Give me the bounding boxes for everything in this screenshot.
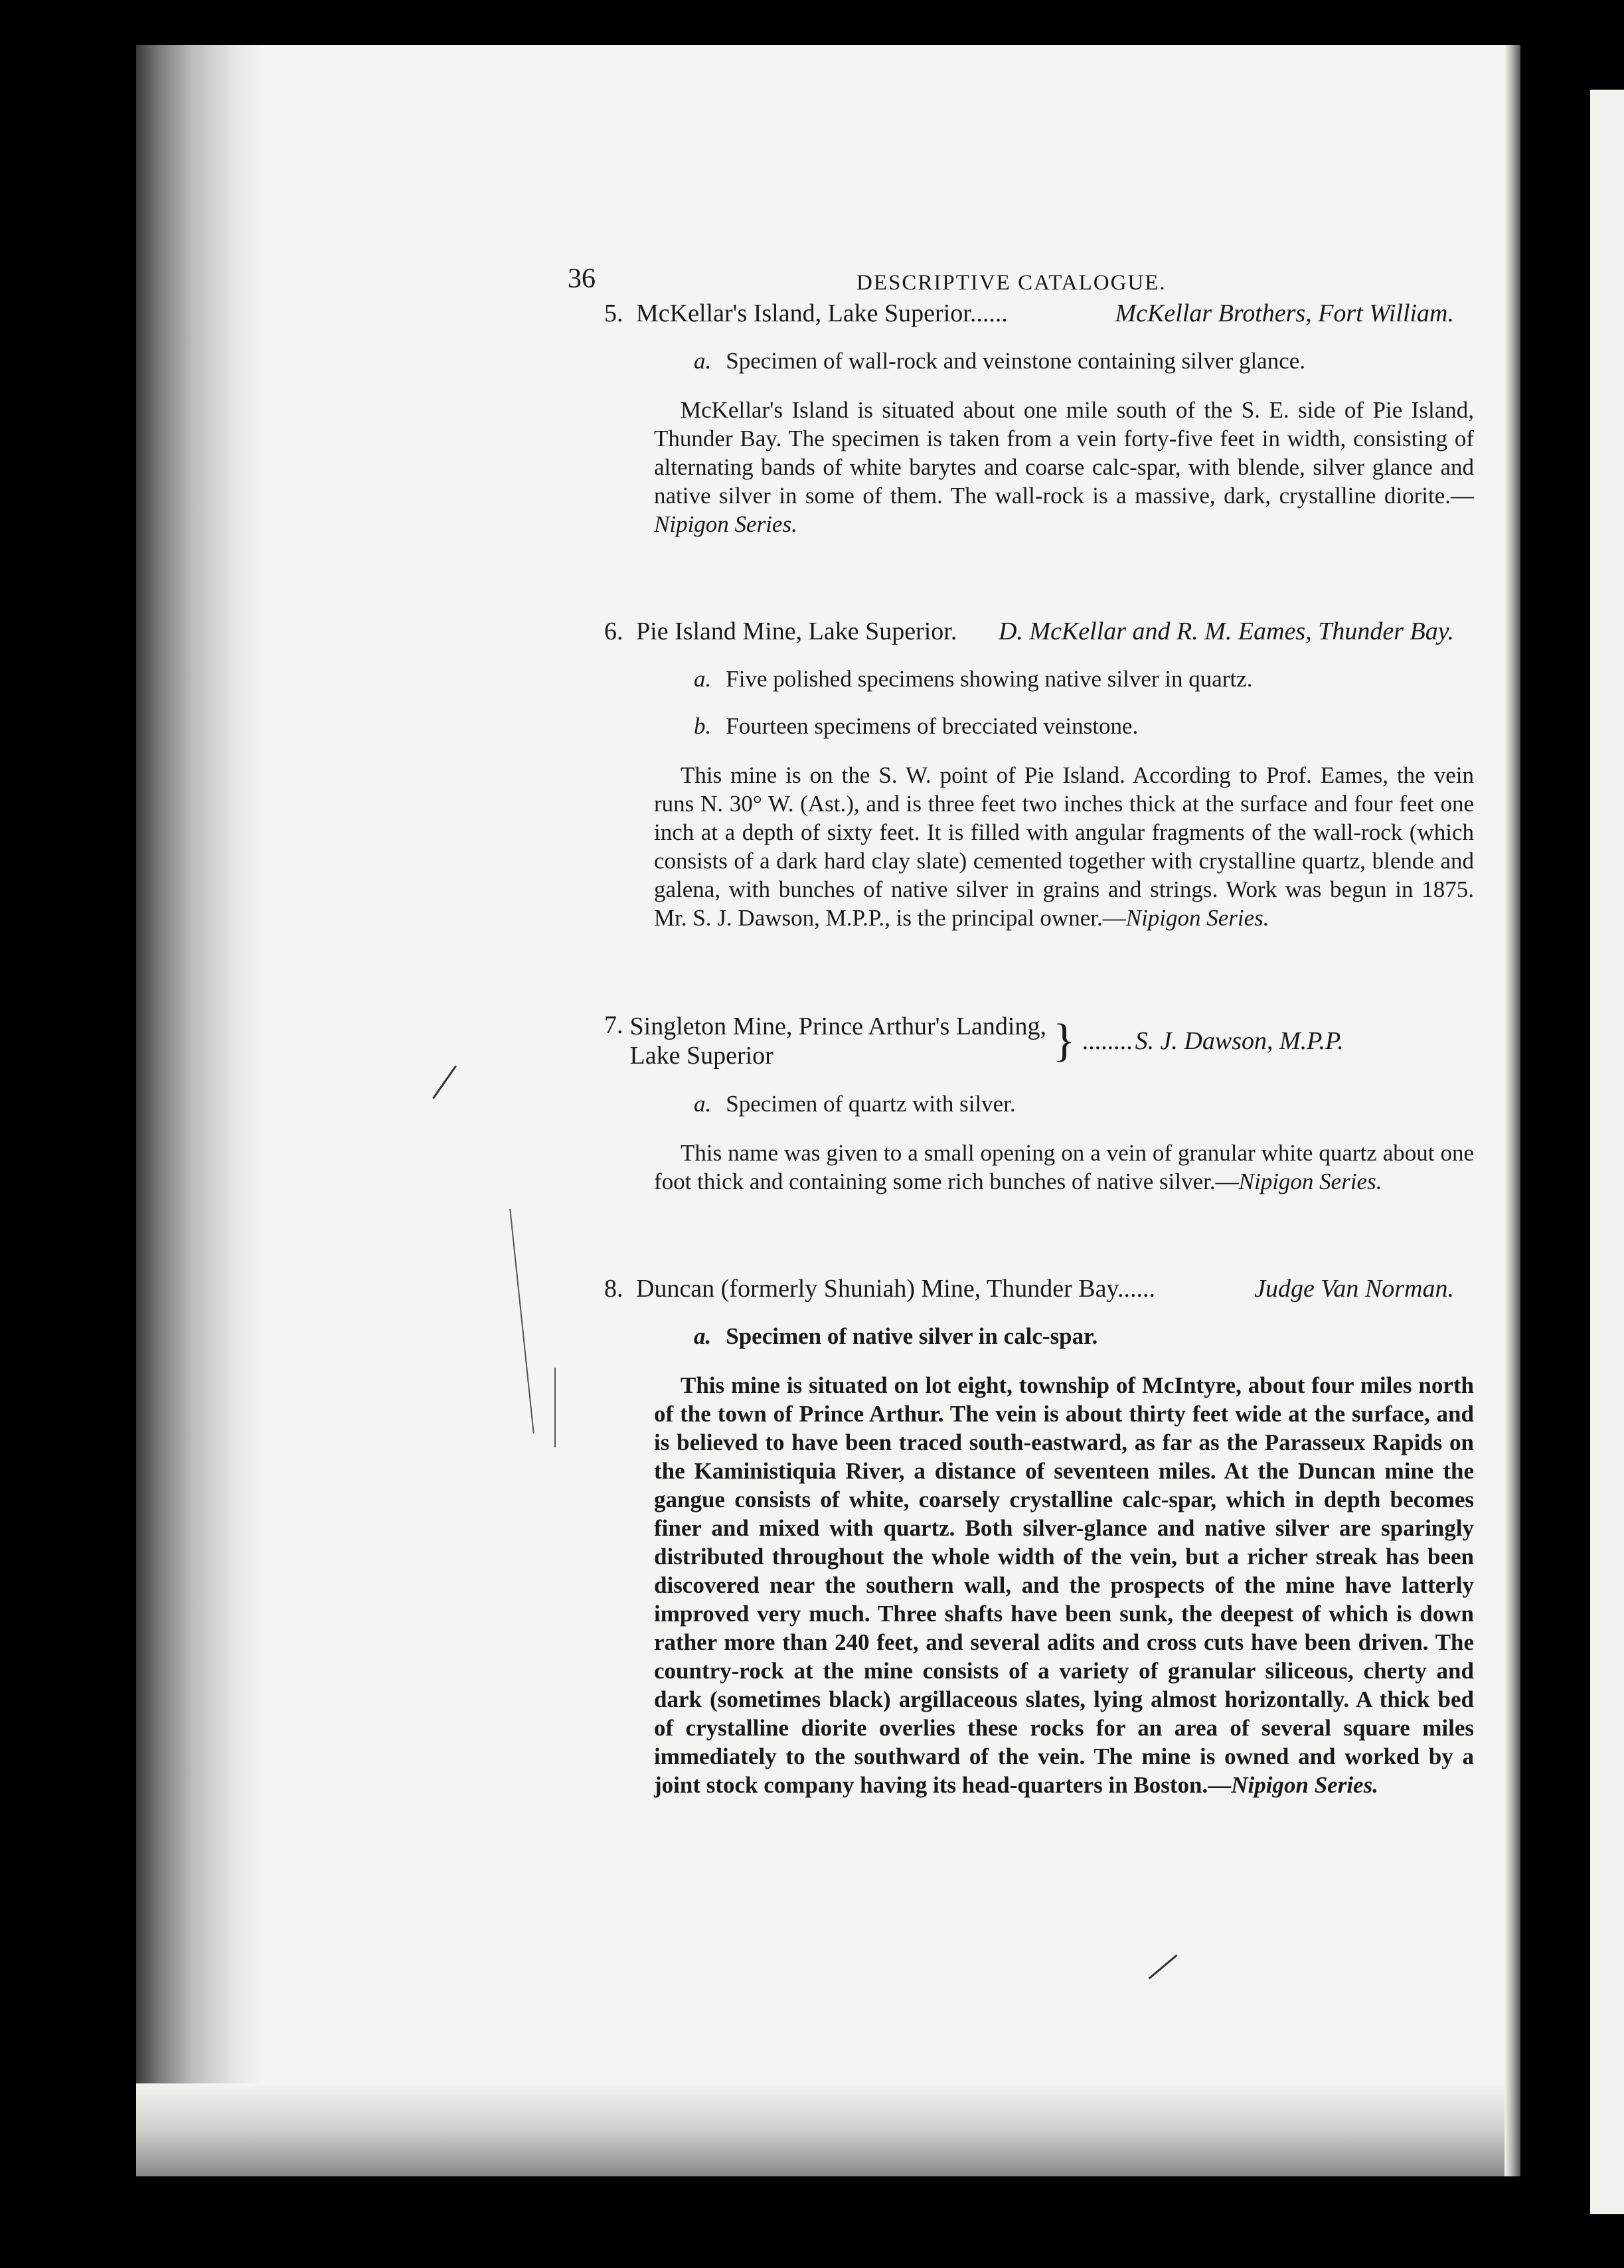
specimen-item (428, 1090, 1477, 1117)
specimen-text: Five polished specimens showing native silver in quartz. (726, 666, 1253, 692)
catalogue-entry-7 (428, 1012, 1477, 1196)
leader-dots: ...... (969, 299, 1008, 327)
entry-number: 7. (604, 1011, 623, 1039)
entry-heading (428, 300, 1477, 327)
series-name: Nipigon Series. (1231, 1772, 1378, 1798)
specimen-letter: b. (694, 713, 712, 739)
brace-glyph: } (1052, 1015, 1076, 1066)
entry-locality: Duncan (formerly Shuniah) Mine, Thunder Bay (636, 1275, 1117, 1303)
entry-heading (428, 618, 1477, 645)
specimen-item (428, 347, 1477, 374)
leader-dots: ...... (1117, 1275, 1155, 1303)
specimen-item (428, 665, 1477, 692)
specimen-item (428, 1323, 1477, 1350)
locality-line-1: Singleton Mine, Prince Arthur's Landing, (629, 1012, 1046, 1040)
scan-mark (554, 1368, 556, 1447)
specimen-text: Fourteen specimens of brecciated veinstone. (726, 713, 1139, 739)
entry-heading (428, 1275, 1477, 1303)
entry-owner: Judge Van Norman. (1254, 1275, 1454, 1303)
entry-heading (428, 1012, 1477, 1070)
specimen-letter: a. (694, 666, 712, 692)
specimen-letter: a. (694, 348, 712, 374)
description-text: McKellar's Island is situated about one mile south of the S. E. side of Pie Island, Thunder Bay. The specimen is taken from a vein forty-five feet in width, consisting of alternating bands of white barytes and coarse calc-spar, with blende, silver glance and native silver in some of them. The wall-rock is a massive, dark, crystalline diorite.— (654, 397, 1474, 509)
series-name: Nipigon Series. (654, 511, 797, 537)
bottom-shadow (136, 2083, 1520, 2176)
entry-owner: D. McKellar and R. M. Eames, Thunder Bay. (998, 617, 1454, 645)
specimen-text: Specimen of quartz with silver. (726, 1091, 1016, 1117)
page-content (428, 266, 1477, 1799)
specimen-text: Specimen of native silver in calc-spar. (726, 1323, 1098, 1349)
entry-description (654, 761, 1474, 932)
running-head-title: DESCRIPTIVE CATALOGUE. (856, 271, 1167, 295)
entry-number: 5. (604, 299, 623, 327)
catalogue-entry-8 (428, 1275, 1477, 1799)
locality-line-2: Lake Superior (629, 1042, 773, 1070)
specimen-text: Specimen of wall-rock and veinstone containing silver glance. (726, 348, 1306, 374)
entry-locality: McKellar's Island, Lake Superior (636, 299, 970, 327)
page-edge-shadow (1504, 45, 1520, 2176)
description-text: This name was given to a small opening on a vein of granular white quartz about one foot thick and containing some rich bunches of native silver.— (654, 1140, 1474, 1194)
specimen-letter: a. (694, 1323, 712, 1349)
description-text: This mine is situated on lot eight, township of McIntyre, about four miles north of the town of Prince Arthur. The vein is about thirty feet wide at the surface, and is believed to have been traced south-eastward, as far as the Parasseux Rapids on the Kaministiquia River, a distance of seventeen miles. At the Duncan mine the gangue consists of white, coarsely crystalline calc-spar, which in depth becomes finer and mixed with quartz. Both silver-glance and native silver are sparingly distributed throughout the whole width of the vein, but a richer streak has been discovered near the southern wall, and the prospects of the mine have latterly improved very much. Three shafts have been sunk, the deepest of which is down rather more than 240 feet, and several adits and cross cuts have been driven. The country-rock at the mine consists of a variety of granular siliceous, cherty and dark (sometimes black) argillaceous slates, lying almost horizontally. A thick bed of crystalline diorite overlies these rocks for an area of several square miles immediately to the southward of the vein. The mine is owned and worked by a joint stock company having its head-quarters in Boston.— (654, 1372, 1474, 1798)
catalogue-entry-6 (428, 618, 1477, 932)
entry-locality: Pie Island Mine, Lake Superior. (636, 617, 957, 645)
catalogue-entry-5 (428, 300, 1477, 538)
spine-shadow (136, 45, 262, 2176)
specimen-item (428, 712, 1477, 740)
entry-number: 6. (604, 617, 623, 645)
leader-dots: ........ (1082, 1026, 1133, 1055)
page-number: 36 (568, 264, 596, 294)
series-name: Nipigon Series. (1238, 1169, 1382, 1194)
description-text: This mine is on the S. W. point of Pie Island. According to Prof. Eames, the vein runs N. 30° W. (Ast.), and is three feet two inches thick at the surface and four feet one inch at a depth of sixty feet. It is filled with angular fragments of the wall-rock (which consists of a dark hard clay slate) cemented together with crystalline quartz, blende and galena, with bunches of native silver in grains and strings. Work was begun in 1875. Mr. S. J. Dawson, M.P.P., is the principal owner.— (654, 762, 1474, 931)
entry-description (654, 1371, 1474, 1799)
entry-description (654, 396, 1474, 538)
series-name: Nipigon Series. (1125, 905, 1269, 931)
entry-description (654, 1139, 1474, 1196)
entry-owner: S. J. Dawson, M.P.P. (1135, 1026, 1344, 1055)
entry-number: 8. (604, 1275, 623, 1303)
entry-owner: McKellar Brothers, Fort William. (1115, 299, 1454, 327)
adjacent-page-edge (1590, 90, 1624, 2214)
specimen-letter: a. (694, 1091, 712, 1117)
entry-locality (630, 1012, 1046, 1070)
